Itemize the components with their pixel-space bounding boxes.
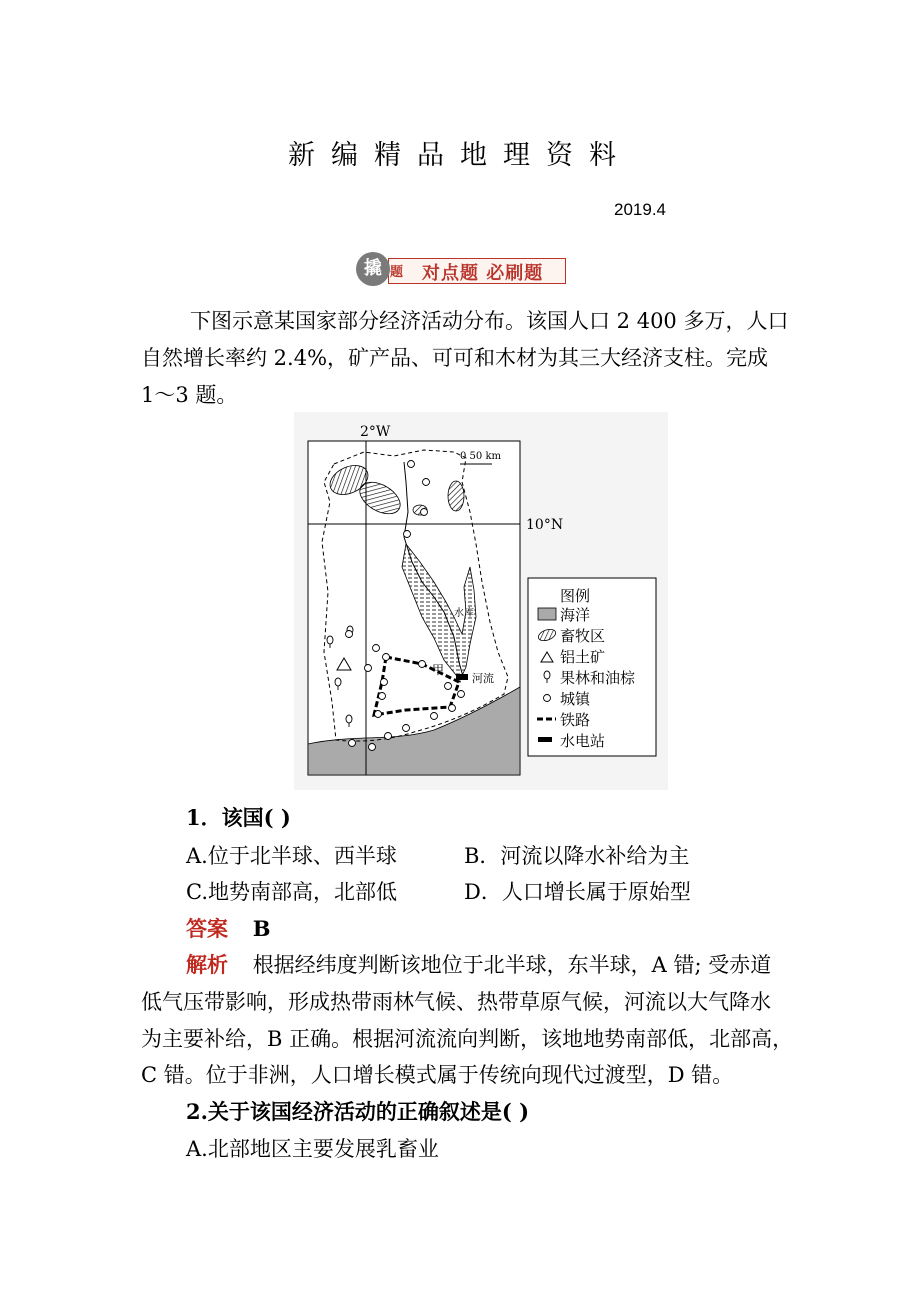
- legend-item: 铁路: [560, 711, 591, 729]
- legend-item: 海洋: [560, 606, 591, 624]
- pastoral-area: [448, 481, 464, 511]
- q1-option-d: D．人口增长属于原始型: [464, 880, 691, 904]
- q1-stem: 1．该国( ): [186, 805, 291, 830]
- section-badge: [354, 247, 566, 287]
- town-swatch-icon: [544, 695, 551, 702]
- reservoir-label: 水库: [454, 608, 474, 619]
- legend-item: 畜牧区: [560, 627, 606, 645]
- answer-label: 答案: [186, 916, 228, 941]
- economic-activity-map: [294, 412, 668, 790]
- legend-item: 铝土矿: [560, 648, 606, 666]
- legend-item: 果林和油棕: [560, 669, 636, 687]
- river-label: 河流: [472, 672, 494, 685]
- ocean-swatch-icon: [538, 608, 556, 620]
- analysis-text-1: 根据经纬度判断该地位于北半球，东半球，A 错; 受赤道: [252, 953, 772, 977]
- intro-line-2: 自然增长率约 2.4%，矿产品、可可和木材为其三大经济支柱。完成: [141, 346, 769, 370]
- badge-small-char: 题: [390, 265, 404, 280]
- answer-value: B: [252, 916, 271, 941]
- legend-item: 城镇: [560, 690, 591, 708]
- badge-circle-icon: 撬: [356, 252, 390, 286]
- q2-stem: 2.关于该国经济活动的正确叙述是( ): [186, 1099, 530, 1124]
- q2-option-a: A.北部地区主要发展乳畜业: [186, 1137, 439, 1161]
- analysis-line-2: 低气压带影响，形成热带雨林气候、热带草原气候，河流以大气降水: [141, 990, 771, 1014]
- intro-line-3: 1～3 题。: [141, 383, 238, 407]
- intro-line-1: 下图示意某国家部分经济活动分布。该国人口 2 400 多万，人口: [190, 309, 789, 333]
- hydro-swatch-icon: [538, 737, 552, 742]
- analysis-line-1: [186, 947, 771, 983]
- analysis-line-3: 为主要补给，B 正确。根据河流流向判断，该地地势南部低，北部高，: [141, 1027, 794, 1051]
- date-label: 2019.4: [614, 200, 666, 219]
- answer-row: [186, 911, 270, 947]
- place-label: 甲: [432, 663, 445, 677]
- scale-label: 0 50 km: [460, 451, 501, 462]
- page-title: 新编精品地理资料: [288, 140, 632, 171]
- hydro-station-icon: [456, 674, 468, 680]
- q1-option-c: C.地势南部高，北部低: [186, 880, 397, 904]
- q1-option-b: B．河流以降水补给为主: [464, 844, 690, 868]
- badge-label: 对点题 必刷题: [422, 263, 544, 284]
- legend-title: 图例: [560, 587, 591, 605]
- analysis-label: 解析: [186, 952, 228, 977]
- q1-option-a: A.位于北半球、西半球: [186, 844, 397, 868]
- legend-item: 水电站: [560, 732, 606, 750]
- longitude-label: 2°W: [360, 424, 391, 440]
- map-legend: [528, 578, 656, 756]
- latitude-label: 10°N: [526, 517, 564, 533]
- analysis-line-4: C 错。位于非洲，人口增长模式属于传统向现代过渡型，D 错。: [141, 1063, 734, 1087]
